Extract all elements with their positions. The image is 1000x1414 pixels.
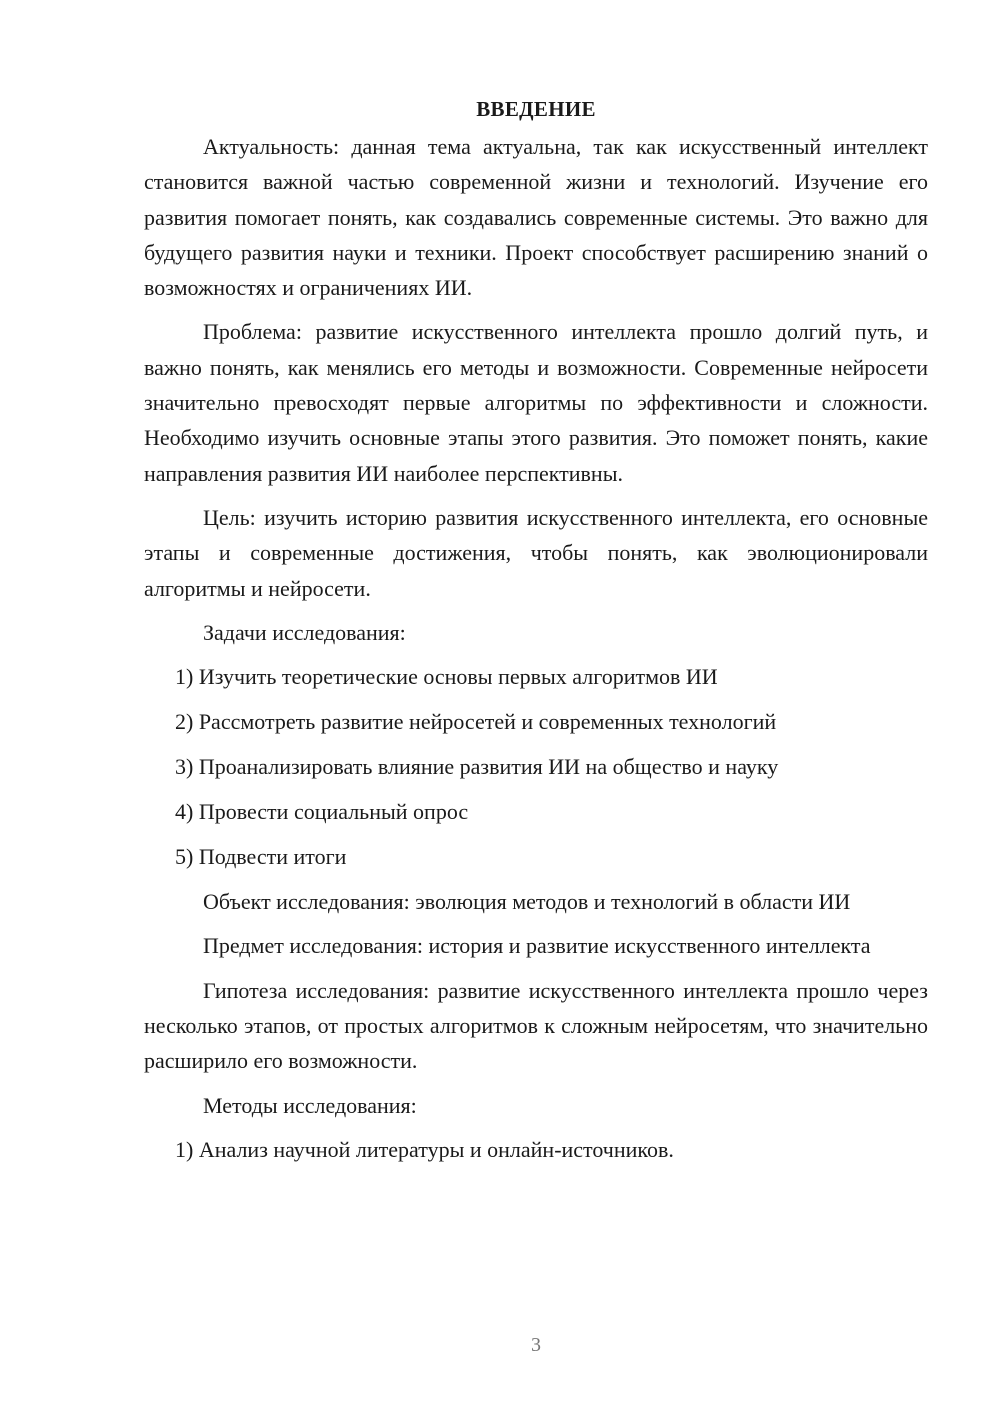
tasks-heading: Задачи исследования: bbox=[203, 619, 406, 645]
task-item-5: 5) Подвести итоги bbox=[175, 844, 347, 870]
methods-heading: Методы исследования: bbox=[203, 1092, 417, 1118]
task-item-1: 1) Изучить теоретические основы первых алгоритмов ИИ bbox=[175, 664, 718, 690]
page-content bbox=[144, 92, 928, 1177]
page-number: 3 bbox=[531, 1334, 541, 1356]
paragraph-relevance: Актуальность: данная тема актуальна, так как искусственный интеллект становится важной частью современной жизни и технологий. Изучение его развития помогает понять, как создавались современные системы. Это важно для будущего развития науки и техники. Проект способствует расширению знаний о возможностях и ограничениях ИИ. bbox=[144, 134, 928, 301]
task-item-4: 4) Провести социальный опрос bbox=[175, 799, 469, 825]
task-item-2: 2) Рассмотреть развитие нейросетей и современных технологий bbox=[175, 709, 777, 735]
paragraph-subject: Предмет исследования: история и развитие искусственного интеллекта bbox=[203, 933, 871, 959]
paragraph-problem: Проблема: развитие искусственного интеллекта прошло долгий путь, и важно понять, как менялись его методы и возможности. Современные нейросети значительно превосходят первые алгоритмы по эффективности и сложности. Необходимо изучить основные этапы этого развития. Это поможет понять, какие направления развития ИИ наиболее перспективны. bbox=[144, 319, 928, 486]
task-item-3: 3) Проанализировать влияние развития ИИ на общество и науку bbox=[175, 754, 779, 780]
paragraph-object: Объект исследования: эволюция методов и технологий в области ИИ bbox=[203, 889, 851, 915]
paragraph-goal: Цель: изучить историю развития искусственного интеллекта, его основные этапы и современные достижения, чтобы понять, как эволюционировали алгоритмы и нейросети. bbox=[144, 504, 928, 601]
section-title: ВВЕДЕНИЕ bbox=[476, 97, 596, 121]
method-item-1: 1) Анализ научной литературы и онлайн-источников. bbox=[175, 1136, 674, 1162]
paragraph-hypothesis: Гипотеза исследования: развитие искусственного интеллекта прошло через несколько этапов, от простых алгоритмов к сложным нейросетям, что значительно расширило его возможности. bbox=[144, 977, 928, 1074]
